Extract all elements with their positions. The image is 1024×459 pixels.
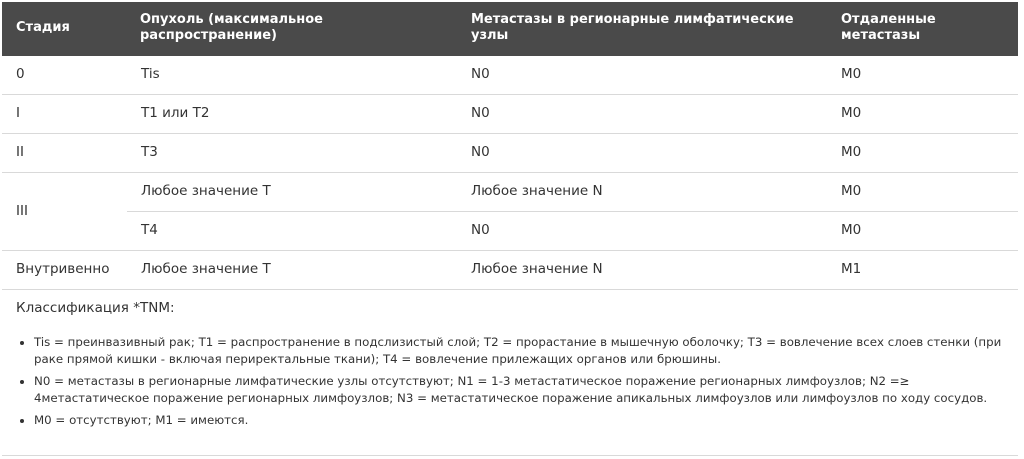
row-4-distant: M0 (841, 222, 862, 238)
row-0-nodes: N0 (471, 66, 490, 82)
row-divider (2, 133, 1018, 134)
classification-item-n: N0 = метастазы в регионарные лимфатические узлы отсутствуют; N1 = 1-3 метастатическое поражение регионарных лимфоузлов; N2 =≥ 4метастатическое поражение регионарных лимфоузлов; N3 = метастатическое поражение апикальных лимфоузлов или лимфоузлов по ходу сосудов. (34, 374, 988, 405)
row-0-tumor: Tis (141, 66, 160, 82)
row-4-tumor: T4 (141, 222, 158, 238)
bullet-icon (20, 419, 24, 423)
row-4-nodes: N0 (471, 222, 490, 238)
header-nodes: Метастазы в регионарные лимфатические узлы (471, 12, 794, 43)
header-tumor: Опухоль (максимальное распространение) (140, 12, 323, 43)
row-3-tumor: Любое значение T (141, 183, 271, 199)
row-3-distant: M0 (841, 183, 862, 199)
bullet-icon (20, 380, 24, 384)
row-0-distant: M0 (841, 66, 862, 82)
classification-list (18, 334, 1003, 434)
row-1-nodes: N0 (471, 105, 490, 121)
row-1-stage: I (16, 105, 20, 121)
row-2-stage: II (16, 144, 24, 160)
row-1-distant: M0 (841, 105, 862, 121)
row-2-distant: M0 (841, 144, 862, 160)
classification-title: Классификация *TNM: (16, 300, 175, 316)
row-5-nodes: Любое значение N (471, 261, 603, 277)
row-3-stage: III (16, 203, 28, 219)
classification-item-m: M0 = отсутствуют; M1 = имеются. (34, 413, 249, 427)
row-0-stage: 0 (16, 66, 25, 82)
row-divider (127, 211, 1018, 212)
row-5-tumor: Любое значение T (141, 261, 271, 277)
list-item (18, 412, 1003, 429)
bottom-divider (2, 455, 1018, 456)
bullet-icon (20, 341, 24, 345)
header-distant: Отдаленные метастазы (841, 12, 936, 43)
row-divider (2, 172, 1018, 173)
header-stage: Стадия (16, 20, 70, 35)
row-5-distant: M1 (841, 261, 862, 277)
row-divider (2, 289, 1018, 290)
row-2-tumor: T3 (141, 144, 158, 160)
row-3-nodes: Любое значение N (471, 183, 603, 199)
list-item (18, 334, 1003, 368)
classification-item-t: Tis = преинвазивный рак; T1 = распространение в подслизистый слой; T2 = прорастание в мышечную оболочку; T3 = вовлечение всех слоев стенки (при раке прямой кишки - включая периректальные ткани); T4 = вовлечение прилежащих органов или брюшины. (34, 335, 1002, 366)
row-divider (2, 94, 1018, 95)
row-2-nodes: N0 (471, 144, 490, 160)
table-header (2, 2, 1018, 56)
row-1-tumor: T1 или T2 (141, 105, 210, 121)
list-item (18, 373, 1003, 407)
row-divider (2, 250, 1018, 251)
row-5-stage: Внутривенно (16, 261, 110, 277)
